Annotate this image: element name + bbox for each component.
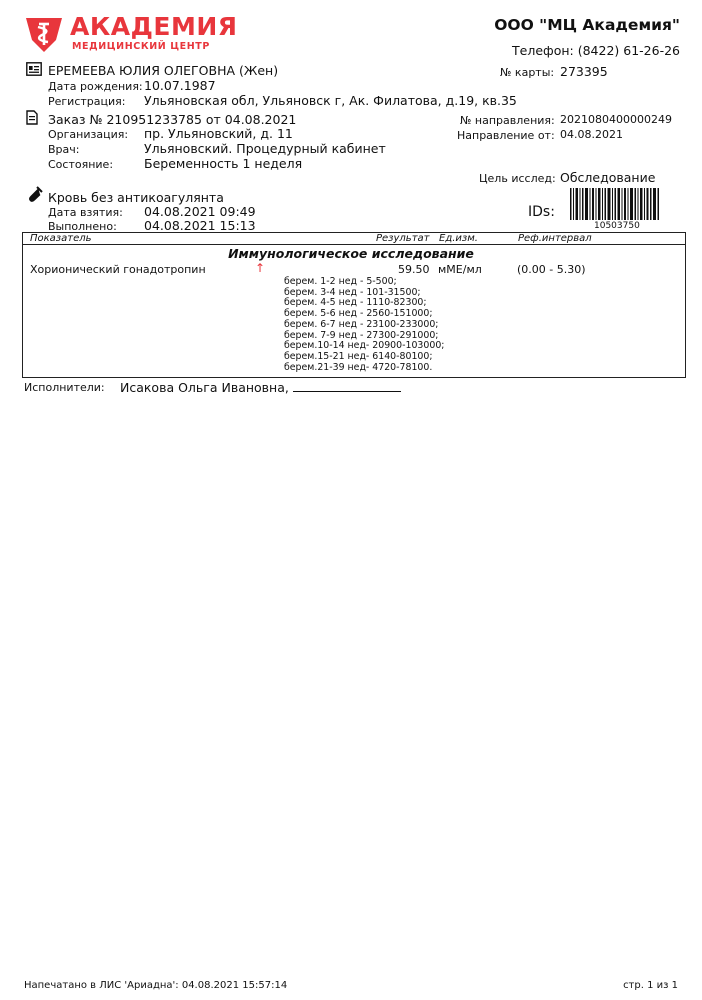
referral-number-value: 2021080400000249 (560, 113, 672, 126)
ref-note: берем.10-14 нед- 20900-103000; (284, 340, 445, 352)
ref-note: берем. 7-9 нед - 27300-291000; (284, 329, 439, 341)
result-value: 59.50 (398, 263, 430, 276)
state-value: Беременность 1 неделя (144, 156, 303, 171)
goal-value: Обследование (560, 170, 656, 185)
printed-info: Напечатано в ЛИС 'Ариадна': 04.08.2021 15:57:14 (24, 980, 288, 991)
referral-number-label: № направления: (460, 114, 555, 127)
logo-subtitle: МЕДИЦИНСКИЙ ЦЕНТР (72, 41, 210, 52)
state-label: Состояние: (48, 158, 114, 171)
page-number: стр. 1 из 1 (623, 980, 678, 991)
performers-value (120, 379, 401, 395)
col-header-indicator: Показатель (30, 233, 92, 244)
performers-label: Исполнители: (24, 381, 105, 394)
referral-date-label: Направление от: (457, 129, 555, 142)
birth-date-value: 10.07.1987 (144, 78, 216, 93)
ref-note: берем.21-39 нед- 4720-78100. (284, 361, 433, 373)
col-header-ref: Реф.интервал (518, 233, 592, 244)
ref-note: берем. 3-4 нед - 101-31500; (284, 286, 421, 298)
indicator-name: Хорионический гонадотропин (30, 263, 206, 276)
document-icon (26, 110, 38, 125)
order-title: Заказ № 210951233785 от 04.08.2021 (48, 112, 297, 127)
card-number-label: № карты: (500, 66, 555, 79)
ids-label: IDs: (528, 204, 555, 220)
goal-label: Цель исслед: (479, 172, 556, 185)
col-header-unit: Ед.изм. (439, 233, 478, 244)
barcode-number: 10503750 (594, 221, 640, 231)
high-flag-icon: ↑ (255, 261, 266, 275)
id-card-icon (26, 62, 42, 76)
registration-label: Регистрация: (48, 95, 126, 108)
doctor-label: Врач: (48, 143, 80, 156)
result-ref-interval: (0.00 - 5.30) (517, 263, 586, 276)
academy-logo-icon (24, 14, 64, 54)
performer-name: Исакова Ольга Ивановна, (120, 380, 289, 395)
referral-date-value: 04.08.2021 (560, 128, 623, 141)
sample-type: Кровь без антикоагулянта (48, 190, 224, 205)
section-title: Иммунологическое исследование (228, 246, 474, 261)
taken-date-value: 04.08.2021 09:49 (144, 204, 256, 219)
signature-line (293, 379, 401, 392)
ref-note: берем. 4-5 нед - 1110-82300; (284, 297, 427, 309)
col-header-result: Результат (376, 233, 430, 244)
organization-value: пр. Ульяновский, д. 11 (144, 126, 293, 141)
ref-note: берем. 6-7 нед - 23100-233000; (284, 318, 439, 330)
org-phone: Телефон: (8422) 61-26-26 (512, 43, 680, 58)
barcode-image (570, 188, 660, 220)
result-unit: мМЕ/мл (438, 263, 482, 276)
ref-note: берем.15-21 нед- 6140-80100; (284, 350, 433, 362)
reference-notes (284, 277, 444, 373)
birth-date-label: Дата рождения: (48, 80, 143, 93)
card-number-value: 273395 (560, 64, 608, 79)
done-date-label: Выполнено: (48, 220, 117, 233)
done-date-value: 04.08.2021 15:13 (144, 218, 256, 233)
registration-value: Ульяновская обл, Ульяновск г, Ак. Филатова, д.19, кв.35 (144, 93, 517, 108)
org-name: ООО "МЦ Академия" (494, 16, 680, 34)
test-tube-icon (27, 186, 43, 202)
patient-name: ЕРЕМЕЕВА ЮЛИЯ ОЛЕГОВНА (Жен) (48, 63, 279, 78)
taken-date-label: Дата взятия: (48, 206, 123, 219)
organization-label: Организация: (48, 128, 129, 141)
doctor-value: Ульяновский. Процедурный кабинет (144, 141, 386, 156)
table-header-divider (22, 244, 686, 245)
ref-note: берем. 1-2 нед - 5-500; (284, 276, 397, 287)
ref-note: берем. 5-6 нед - 2560-151000; (284, 308, 433, 320)
logo-title: АКАДЕМИЯ (70, 12, 238, 41)
